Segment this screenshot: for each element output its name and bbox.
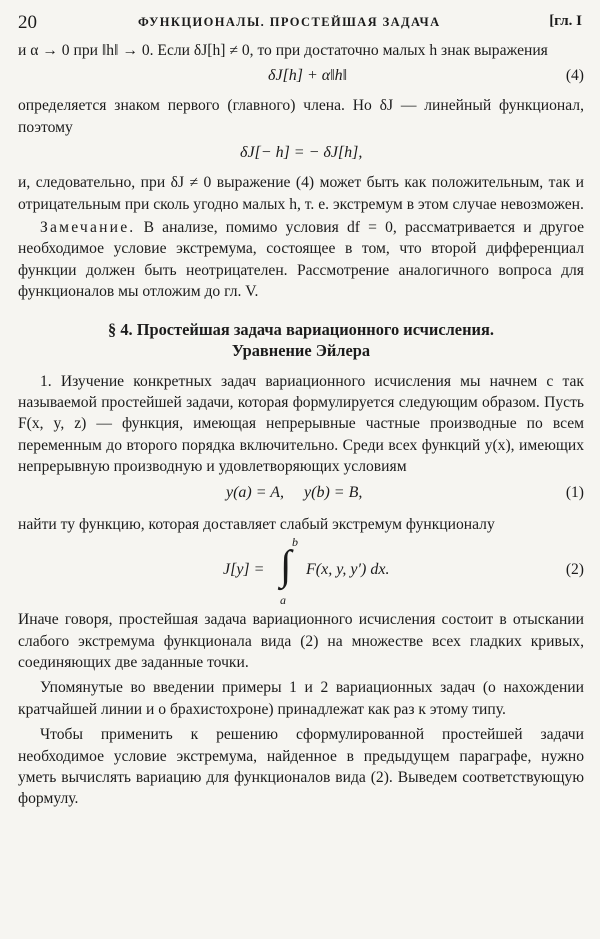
equation-2 (18, 535, 584, 609)
paragraph-examples: Упомянутые во введении примеры 1 и 2 вариационных задач (о нахождении кратчайшей линии и о брахистохроне) принадлежат как раз к этому типу. (18, 679, 584, 718)
integral-upper-limit: b (292, 535, 298, 550)
running-header (18, 10, 584, 40)
section-heading-line1: § 4. Простейшая задача вариационного исчисления. (108, 319, 494, 339)
chapter-marker: [гл. I (549, 13, 582, 29)
integral-lower-limit: a (280, 593, 286, 608)
section-heading-line2: Уравнение Эйлера (231, 340, 371, 360)
paragraph-find-function: найти ту функцию, которая доставляет слабый экстремум функционалу (18, 515, 495, 533)
paragraph-variation: Чтобы применить к решению сформулированной простейшей задачи необходимое условие экстремума, найденное в предыдущем параграфе, нужно уметь вычислять вариацию для функционалов вида (2). Выведем соответствующую формулу. (18, 726, 584, 808)
integrand: F(x, y, y′) dx. (306, 561, 390, 579)
equation-4-formula: δJ[h] + α‖h‖ (268, 67, 348, 85)
equation-linearity (18, 138, 584, 172)
section-heading (18, 319, 584, 361)
running-title: ФУНКЦИОНАЛЫ. ПРОСТЕЙШАЯ ЗАДАЧА (138, 15, 441, 29)
equation-linearity-formula: δJ[− h] = − δJ[h], (240, 144, 363, 162)
remark-label: Замечание. (40, 219, 136, 237)
page-number: 20 (18, 12, 37, 33)
equation-2-lhs: J[y] = (223, 561, 265, 579)
paragraph-problem-statement: 1. Изучение конкретных задач вариационного исчисления мы начнем с так называемой простейшей задачи, которая формулируется следующим образом. Пусть F(x, y, z) — функция, имеющая непрерывные частные производные по всем переменным до второго порядка включительно. Среди всех функций y(x), имеющих непрерывную производную и удовлетворяющих условиям (18, 372, 584, 476)
equation-4 (18, 61, 584, 95)
paragraph-in-other-words: Иначе говоря, простейшая задача вариационного исчисления состоит в отыскании слабого экстремума функционала вида (2) на множестве всех гладких кривых, соединяющих две заданные точки. (18, 611, 584, 671)
equation-1-number: (1) (565, 483, 584, 501)
equation-1 (18, 478, 584, 514)
paragraph-no-extremum: и, следовательно, при δJ ≠ 0 выражение (4) может быть как положительным, так и отрицательным при сколь угодно малых h, т. е. экстремум в этом случае невозможен. (18, 174, 584, 213)
equation-4-number: (4) (565, 67, 584, 85)
remark-paragraph (18, 217, 584, 303)
paragraph-leading-term: определяется знаком первого (главного) члена. Но δJ — линейный функционал, поэтому (18, 97, 584, 136)
paragraph-continuation: и α → 0 при ‖h‖ → 0. Если δJ[h] ≠ 0, то при достаточно малых h знак выражения (18, 42, 548, 59)
equation-1-formula: y(a) = A, y(b) = B, (226, 483, 363, 501)
integral-sign: ∫ (280, 543, 292, 590)
equation-2-number: (2) (565, 561, 584, 579)
remark-text: В анализе, помимо условия df = 0, рассматривается и другое необходимое условие экстремума, состоящее в том, что второй дифференциал функции должен быть неотрицателен. Рассмотрение аналогичного вопроса для функционалов мы отложим до гл. V. (18, 219, 584, 301)
